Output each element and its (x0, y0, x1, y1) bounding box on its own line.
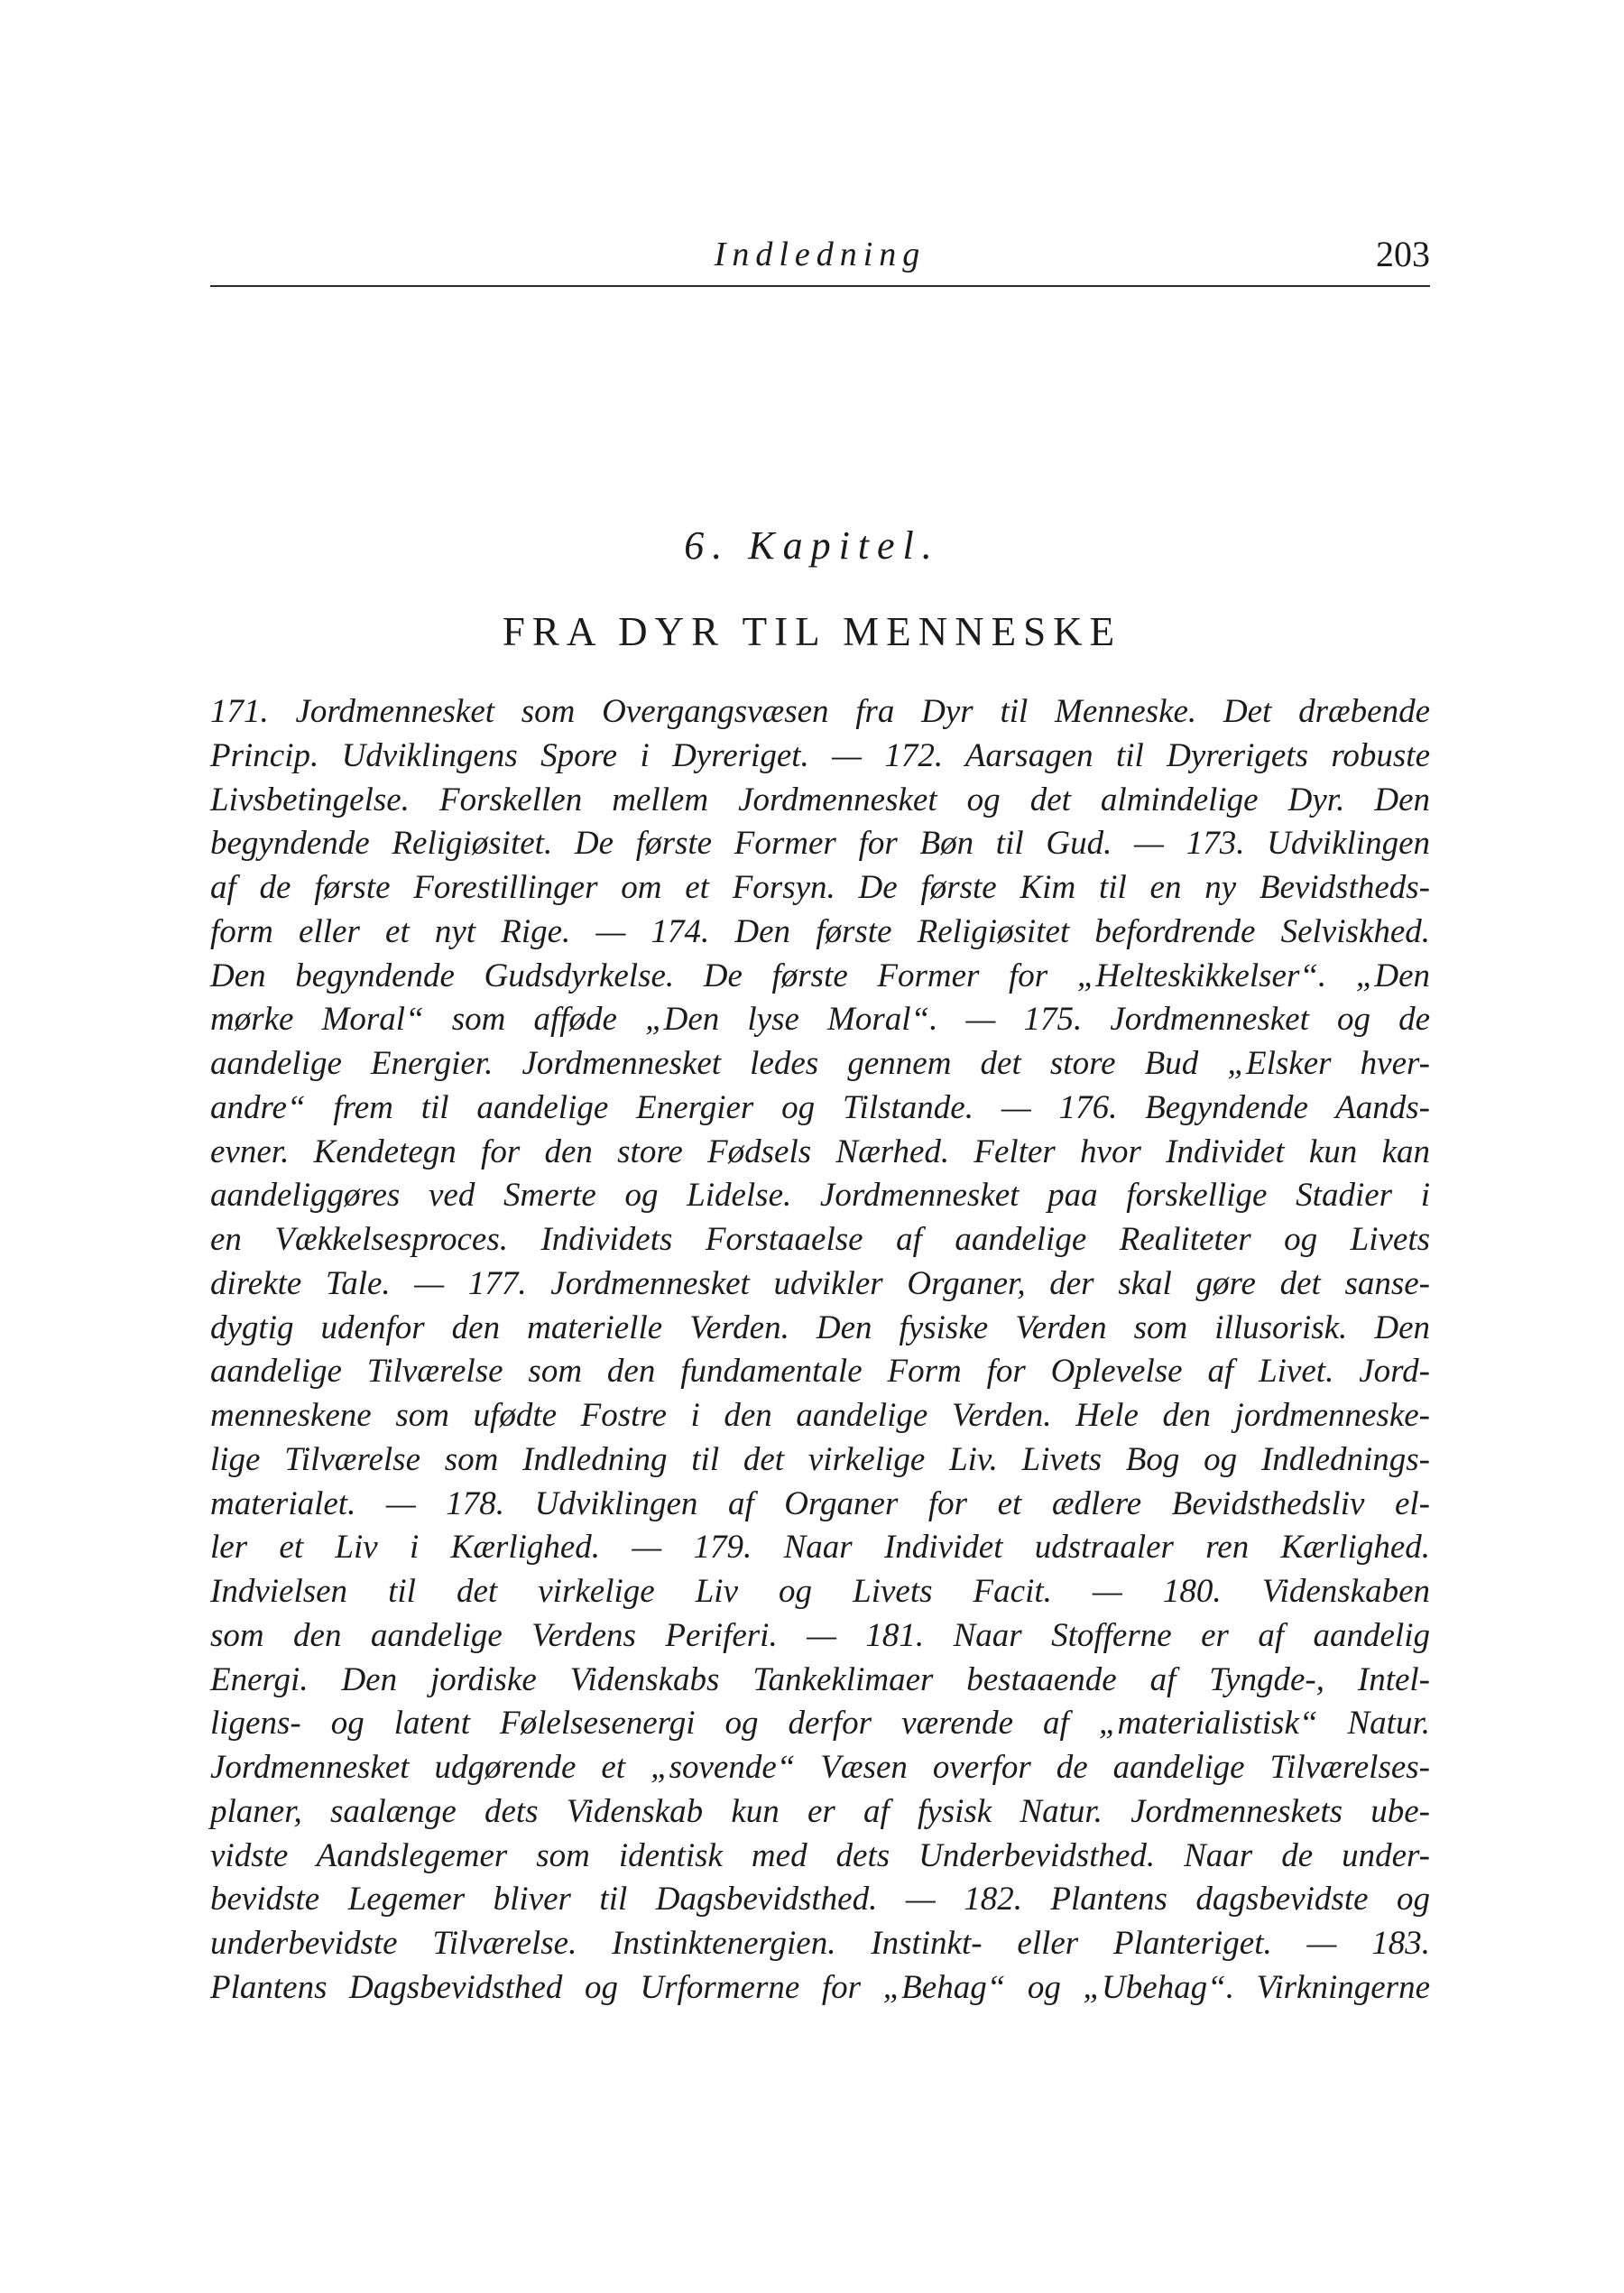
summary-line: ler et Liv i Kærlighed. — 179. Naar Individet udstraaler ren Kærlighed. (210, 1529, 1430, 1567)
summary-line: lige Tilværelse som Indledning til det virkelige Liv. Livets Bog og Indlednings- (210, 1440, 1430, 1478)
chapter-title: FRA DYR TIL MENNESKE (502, 609, 1122, 654)
summary-line: 171. Jordmennesket som Overgangsvæsen fra Dyr til Menneske. Det dræbende (210, 693, 1430, 730)
chapter-label: 6. Kapitel. (684, 523, 940, 568)
summary-line: andre“ frem til aandelige Energier og Tilstande. — 176. Begyndende Aands- (210, 1088, 1430, 1126)
summary-line: dygtig udenfor den materielle Verden. Den fysiske Verden som illusorisk. Den (210, 1308, 1430, 1346)
summary-line: bevidste Legemer bliver til Dagsbevidsthed. — 182. Plantens dagsbevidste og (210, 1881, 1430, 1919)
summary-line: aandelige Energier. Jordmennesket ledes gennem det store Bud „Elsker hver- (210, 1045, 1430, 1082)
summary-line: planer, saalænge dets Videnskab kun er af fysisk Natur. Jordmenneskets ube- (210, 1792, 1430, 1830)
summary-line: materialet. — 178. Udviklingen af Organer for et ædlere Bevidsthedsliv el- (210, 1484, 1430, 1522)
summary-line: Livsbetingelse. Forskellen mellem Jordmennesket og det almindelige Dyr. Den (210, 781, 1430, 818)
page-number: 203 (1376, 234, 1430, 274)
summary-line: Den begyndende Gudsdyrkelse. De første Former for „Helteskikkelser“. „Den (210, 957, 1430, 994)
summary-line: Jordmennesket udgørende et „sovende“ Væsen overfor de aandelige Tilværelses- (210, 1749, 1430, 1786)
summary-line: aandelige Tilværelse som den fundamentale Form for Oplevelse af Livet. Jord- (210, 1353, 1430, 1391)
summary-line: af de første Forestillinger om et Forsyn. De første Kim til en ny Bevidstheds- (210, 869, 1430, 906)
summary-line: en Vækkelsesproces. Individets Forstaaelse af aandelige Realiteter og Livets (210, 1221, 1430, 1258)
summary-line: Indvielsen til det virkelige Liv og Livets Facit. — 180. Videnskaben (210, 1573, 1430, 1610)
summary-line: begyndende Religiøsitet. De første Former for Bøn til Gud. — 173. Udviklingen (210, 825, 1430, 863)
summary-line: direkte Tale. — 177. Jordmennesket udvikler Organer, der skal gøre det sanse- (210, 1264, 1430, 1302)
summary-line: som den aandelige Verdens Periferi. — 181. Naar Stofferne er af aandelig (210, 1616, 1430, 1654)
summary-line: menneskene som ufødte Fostre i den aandelige Verden. Hele den jordmenneske- (210, 1397, 1430, 1434)
summary-line: Plantens Dagsbevidsthed og Urformerne for „Behag“ og „Ubehag“. Virkningerne (210, 1968, 1430, 2006)
summary-line: vidste Aandslegemer som identisk med dets Underbevidsthed. Naar de under- (210, 1836, 1430, 1874)
running-title: Indledning (714, 236, 927, 273)
chapter-summary (210, 690, 1430, 2011)
summary-line: evner. Kendetegn for den store Fødsels Nærhed. Felter hvor Individet kun kan (210, 1133, 1430, 1170)
summary-line: Energi. Den jordiske Videnskabs Tankeklimaer bestaaende af Tyngde-, Intel- (210, 1660, 1430, 1698)
summary-line: underbevidste Tilværelse. Instinktenergien. Instinkt- eller Planteriget. — 183. (210, 1925, 1430, 1962)
summary-line: form eller et nyt Rige. — 174. Den første Religiøsitet befordrende Selviskhed. (210, 912, 1430, 950)
summary-line: ligens- og latent Følelsesenergi og derfor værende af „materialistisk“ Natur. (210, 1705, 1430, 1743)
summary-line: Princip. Udviklingens Spore i Dyreriget. — 172. Aarsagen til Dyrerigets robuste (210, 736, 1430, 774)
header-rule (210, 285, 1430, 287)
summary-line: mørke Moral“ som afføde „Den lyse Moral“. — 175. Jordmennesket og de (210, 1001, 1430, 1039)
summary-line: aandeliggøres ved Smerte og Lidelse. Jordmennesket paa forskellige Stadier i (210, 1177, 1430, 1215)
running-header (210, 226, 1430, 283)
